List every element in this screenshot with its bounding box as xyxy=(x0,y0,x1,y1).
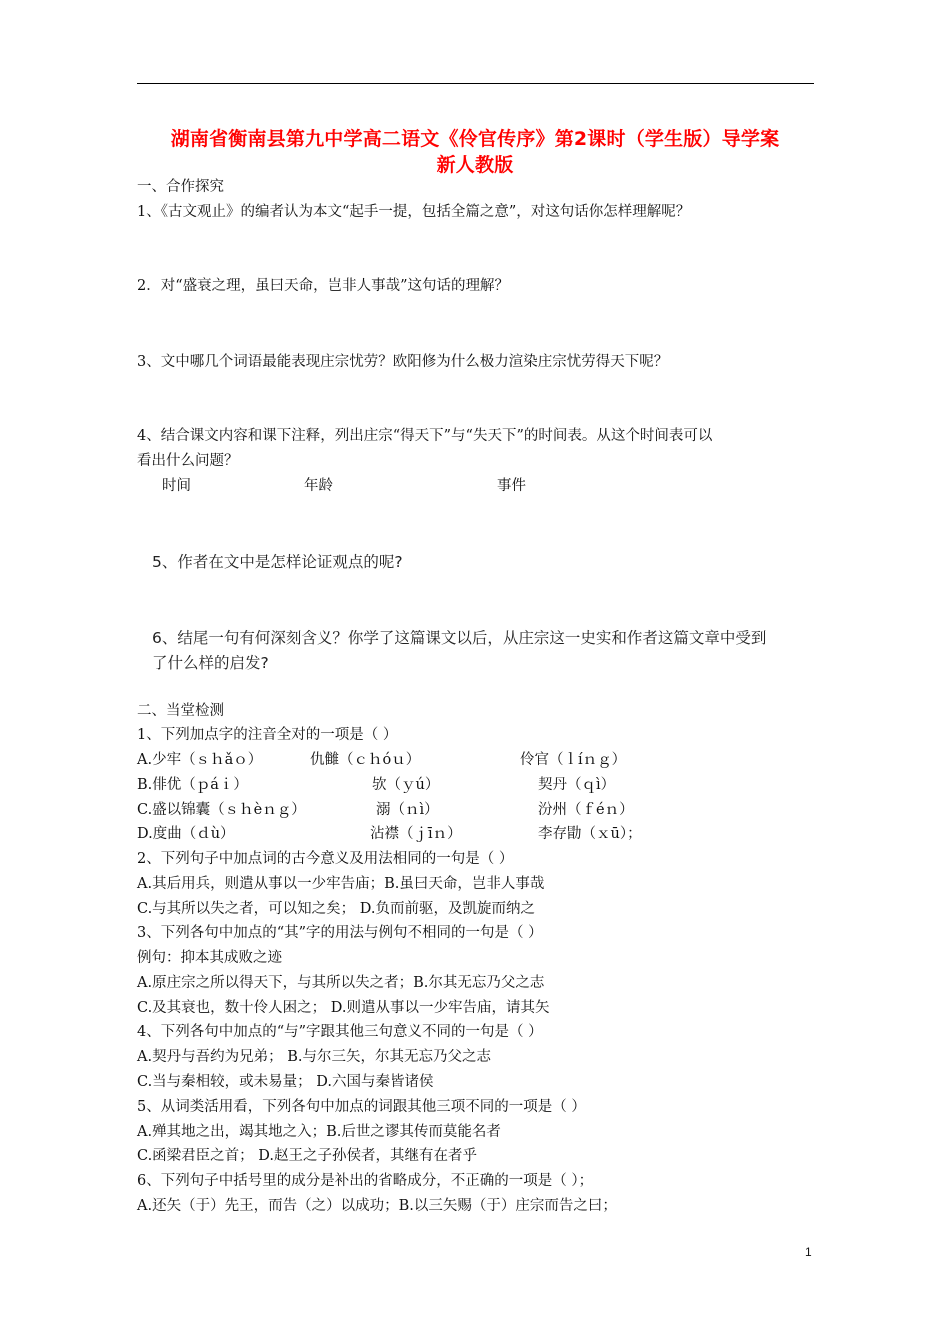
option-b-1: B.俳优（ｐáｉ） xyxy=(137,777,248,793)
test-question-3-options-cd: C.及其衰也，数十伶人困之； D.则遣从事以一少牢告庙，请其矢 xyxy=(137,1000,550,1016)
question-4-line-1: 4、结合课文内容和课下注释，列出庄宗“得天下”与“失天下”的时间表。从这个时间表可以 xyxy=(137,428,713,444)
test-question-2-options-ab: A.其后用兵，则遣从事以一少牢告庙；B.虽曰天命，岂非人事哉 xyxy=(137,876,545,892)
test-question-6: 6、下列句子中括号里的成分是补出的省略成分，不正确的一项是（ ）； xyxy=(137,1173,594,1189)
question-4-line-2: 看出什么问题？ xyxy=(137,453,239,469)
document-title-line-1: 湖南省衡南县第九中学高二语文《伶官传序》第2课时（学生版）导学案 xyxy=(170,128,780,150)
question-6-line-2: 了什么样的启发? xyxy=(152,654,269,672)
page-number: 1 xyxy=(805,1245,812,1259)
question-6-line-1: 6、结尾一句有何深刻含义？你学了这篇课文以后，从庄宗这一史实和作者这篇文章中受到 xyxy=(152,629,767,647)
option-d-1: D.度曲（ｄù） xyxy=(137,826,235,842)
table-header-event: 事件 xyxy=(497,478,526,494)
document-title-line-2: 新人教版 xyxy=(436,154,514,176)
test-question-3-options-ab: A.原庄宗之所以得天下，与其所以失之者；B.尔其无忘乃父之志 xyxy=(137,975,545,991)
table-header-time: 时间 xyxy=(162,478,191,494)
option-b-2: 欤（ｙú） xyxy=(372,777,440,793)
question-3: 3、文中哪几个词语最能表现庄宗忧劳？欧阳修为什么极力渲染庄宗忧劳得天下呢？ xyxy=(137,354,669,370)
test-question-1: 1、下列加点字的注音全对的一项是（ ） xyxy=(137,727,398,743)
section-heading-cooperative-inquiry: 一、合作探究 xyxy=(137,179,224,195)
question-2: 2．对“盛衰之理，虽曰天命，岂非人事哉”这句话的理解？ xyxy=(137,278,510,294)
test-question-4-options-ab: A.契丹与吾约为兄弟； B.与尔三矢，尔其无忘乃父之志 xyxy=(137,1049,491,1065)
question-1: 1、《古文观止》的编者认为本文“起手一提，包括全篇之意”，对这句话你怎样理解呢？ xyxy=(137,204,691,220)
option-c-3: 汾州（ｆéｎ） xyxy=(538,802,634,818)
test-question-2-options-cd: C.与其所以失之者，可以知之矣； D.负而前驱，及凯旋而纳之 xyxy=(137,901,536,917)
option-a-1: A.少牢（ｓｈǎｏ） xyxy=(137,752,263,768)
test-question-2: 2、下列句子中加点词的古今意义及用法相同的一句是（ ） xyxy=(137,851,514,867)
header-rule xyxy=(137,83,814,84)
test-question-3-example: 例句：抑本其成败之迹 xyxy=(137,950,282,966)
test-question-4-options-cd: C.当与秦相较，或未易量； D.六国与秦皆诸侯 xyxy=(137,1074,434,1090)
option-d-3: 李存勖（ｘū）； xyxy=(538,826,642,842)
option-c-1: C.盛以锦囊（ｓｈèｎｇ） xyxy=(137,802,306,818)
table-header-age: 年龄 xyxy=(304,478,333,494)
option-d-2: 沾襟（ｊīｎ） xyxy=(370,826,462,842)
test-question-3: 3、下列各句中加点的“其”字的用法与例句不相同的一句是（ ） xyxy=(137,925,543,941)
test-question-5-options-cd: C.函梁君臣之首； D.赵王之子孙侯者，其继有在者乎 xyxy=(137,1148,478,1164)
test-question-6-options-ab: A.还矢（于）先王，而告（之）以成功；B.以三矢赐（于）庄宗而告之曰； xyxy=(137,1198,617,1214)
option-b-3: 契丹（ｑì） xyxy=(538,777,616,793)
section-heading-in-class-test: 二、当堂检测 xyxy=(137,703,224,719)
question-5: 5、作者在文中是怎样论证观点的呢? xyxy=(152,553,403,571)
option-c-2: 溺（ｎì） xyxy=(376,802,439,818)
option-a-3: 伶官（ｌíｎｇ） xyxy=(520,752,627,768)
test-question-4: 4、下列各句中加点的“与”字跟其他三句意义不同的一句是（ ） xyxy=(137,1024,543,1040)
option-a-2: 仇雠（ｃｈóｕ） xyxy=(310,752,421,768)
test-question-5-options-ab: A.殚其地之出，竭其地之入；B.后世之谬其传而莫能名者 xyxy=(137,1124,501,1140)
test-question-5: 5、从词类活用看，下列各句中加点的词跟其他三项不同的一项是（ ） xyxy=(137,1099,586,1115)
